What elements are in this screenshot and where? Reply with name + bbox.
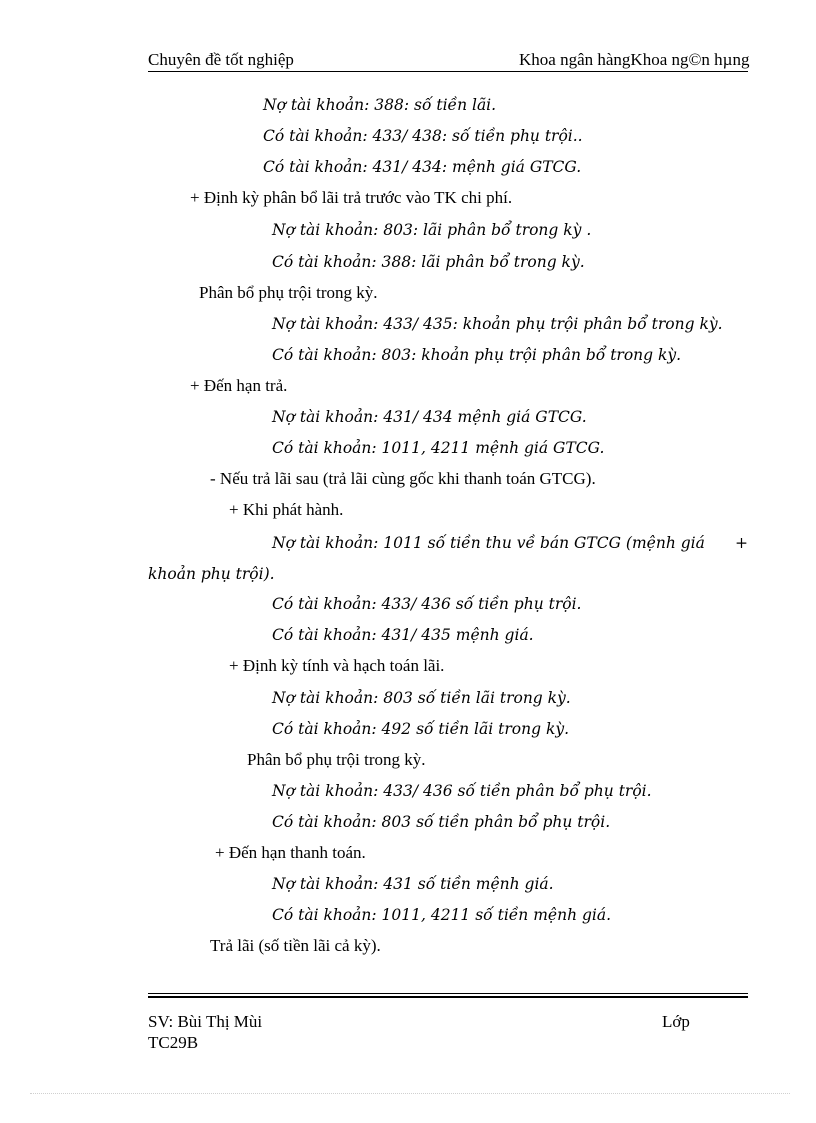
body-line-14: + Khi phát hành. <box>229 500 344 519</box>
footer-rule-thin <box>148 993 748 994</box>
footer-class-value: TC29B <box>148 1033 199 1052</box>
body-line-15 <box>272 533 748 553</box>
body-line-1: Nợ tài khoản: 388: số tiền lãi. <box>263 96 497 114</box>
body-line-13: - Nếu trả lãi sau (trả lãi cùng gốc khi thanh toán GTCG). <box>210 469 596 488</box>
footer-class-label: Lớp <box>662 1012 690 1031</box>
body-line-20: Nợ tài khoản: 803 số tiền lãi trong kỳ. <box>272 689 571 707</box>
body-line-15-text: Nợ tài khoản: 1011 số tiền thu về bán GTCG (mệnh giá <box>272 534 705 552</box>
body-line-17: Có tài khoản: 433/ 436 số tiền phụ trội. <box>272 595 582 613</box>
body-line-15-plus: + <box>735 534 748 552</box>
header-right-title: Khoa ngân hàngKhoa ng©n hµng <box>519 50 750 69</box>
body-line-3: Có tài khoản: 431/ 434: mệnh giá GTCG. <box>263 158 582 176</box>
body-line-21: Có tài khoản: 492 số tiền lãi trong kỳ. <box>272 720 570 738</box>
body-line-2: Có tài khoản: 433/ 438: số tiền phụ trội.. <box>263 127 583 145</box>
body-line-24: Có tài khoản: 803 số tiền phân bổ phụ trội. <box>272 813 611 831</box>
body-line-9: Có tài khoản: 803: khoản phụ trội phân bổ trong kỳ. <box>272 346 682 364</box>
body-line-19: + Định kỳ tính và hạch toán lãi. <box>229 656 445 675</box>
body-line-27: Có tài khoản: 1011, 4211 số tiền mệnh giá. <box>272 906 612 924</box>
body-line-28: Trả lãi (số tiền lãi cả kỳ). <box>210 936 381 955</box>
page-bottom-divider <box>30 1093 790 1094</box>
footer-student: SV: Bùi Thị Mùi <box>148 1012 263 1031</box>
body-line-23: Nợ tài khoản: 433/ 436 số tiền phân bổ phụ trội. <box>272 782 652 800</box>
body-line-22: Phân bổ phụ trội trong kỳ. <box>247 750 426 769</box>
body-line-7: Phân bổ phụ trội trong kỳ. <box>199 283 378 302</box>
body-line-16: khoản phụ trội). <box>148 565 275 583</box>
body-line-8: Nợ tài khoản: 433/ 435: khoản phụ trội phân bổ trong kỳ. <box>272 315 723 333</box>
body-line-18: Có tài khoản: 431/ 435 mệnh giá. <box>272 626 534 644</box>
header-rule <box>148 71 748 72</box>
body-line-10: + Đến hạn trả. <box>190 376 288 395</box>
footer-rule-thick <box>148 996 748 998</box>
body-line-6: Có tài khoản: 388: lãi phân bổ trong kỳ. <box>272 253 585 271</box>
body-line-5: Nợ tài khoản: 803: lãi phân bổ trong kỳ . <box>272 221 592 239</box>
header-left-title: Chuyên đề tốt nghiệp <box>148 50 294 69</box>
body-line-26: Nợ tài khoản: 431 số tiền mệnh giá. <box>272 875 554 893</box>
body-line-25: + Đến hạn thanh toán. <box>215 843 366 862</box>
body-line-12: Có tài khoản: 1011, 4211 mệnh giá GTCG. <box>272 439 605 457</box>
body-line-4: + Định kỳ phân bổ lãi trả trước vào TK chi phí. <box>190 188 513 207</box>
body-line-11: Nợ tài khoản: 431/ 434 mệnh giá GTCG. <box>272 408 587 426</box>
